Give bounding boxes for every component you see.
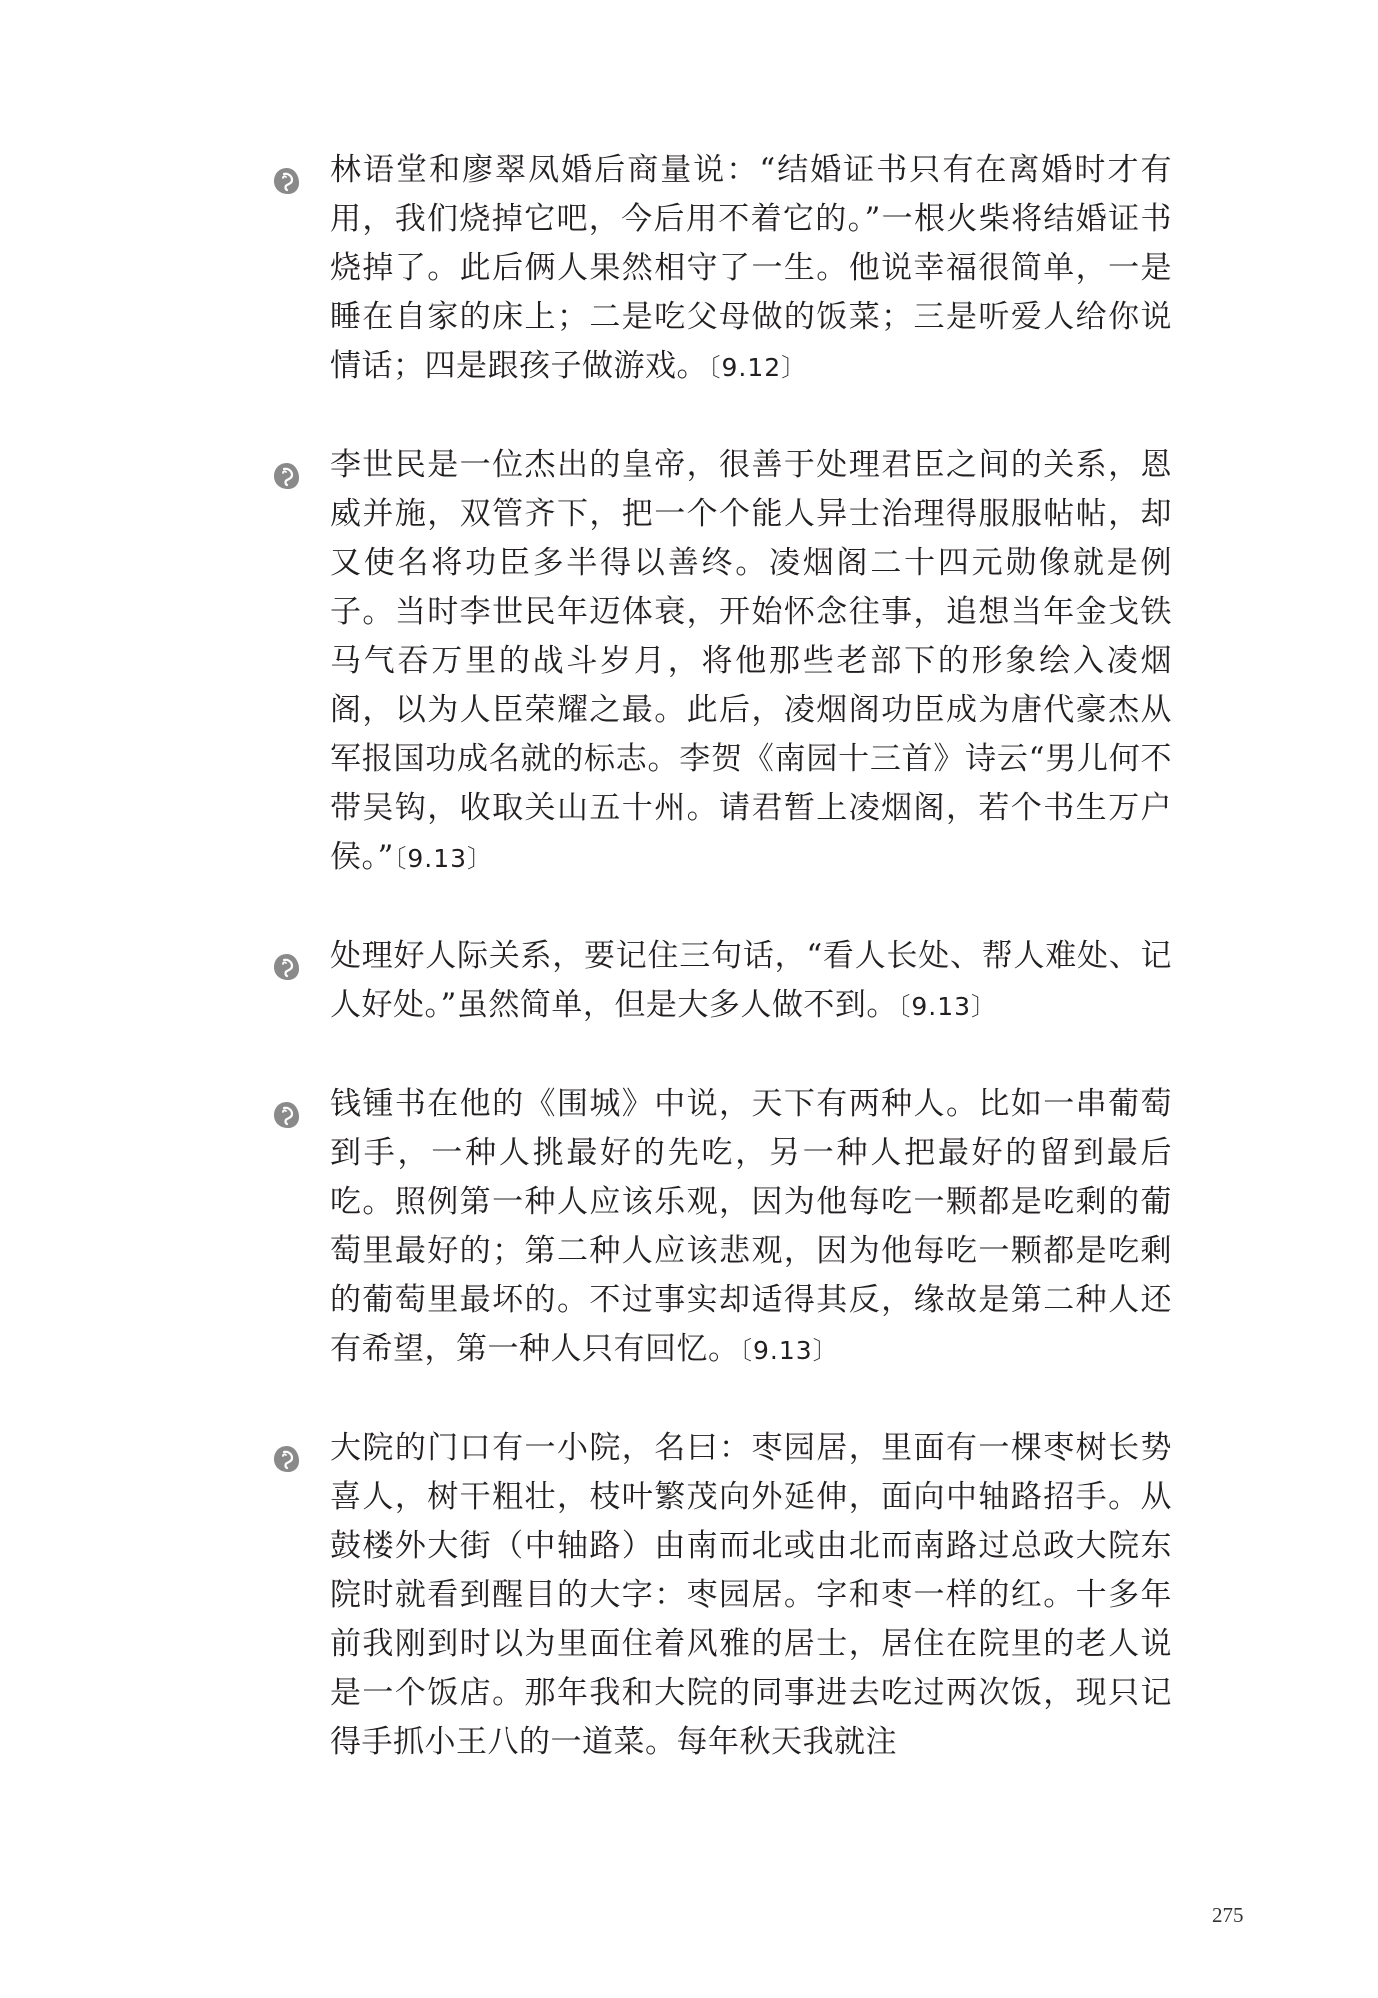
ear-icon <box>272 1100 302 1130</box>
entry-text: 钱锺书在他的《围城》中说，天下有两种人。比如一串葡萄到手，一种人挑最好的先吃，另一种人把最好的留到最后吃。照例第一种人应该乐观，因为他每吃一颗都是吃剩的葡萄里最好的；第二种人应该悲观，因为他每吃一颗都是吃剩的葡萄里最坏的。不过事实却适得其反，缘故是第二种人还有希望，第一种人只有回忆。 <box>330 1086 1172 1367</box>
entry-date: 〔9.13〕 <box>897 992 998 1021</box>
list-item <box>272 932 1172 1031</box>
entry-date: 〔9.13〕 <box>739 1336 839 1365</box>
page-number: 275 <box>1212 1903 1244 1927</box>
ear-icon <box>272 1444 302 1474</box>
entry-text: 林语堂和廖翠凤婚后商量说：“结婚证书只有在离婚时才有用，我们烧掉它吧，今后用不着它的。”一根火柴将结婚证书烧掉了。此后俩人果然相守了一生。他说幸福很简单，一是睡在自家的床上；二是吃父母做的饭菜；三是听爱人给你说情话；四是跟孩子做游戏。 <box>330 152 1172 384</box>
list-item <box>272 441 1172 883</box>
ear-icon <box>272 461 302 491</box>
entry-date: 〔9.12〕 <box>708 353 808 382</box>
ear-icon <box>272 166 302 196</box>
entry-date: 〔9.13〕 <box>393 844 494 873</box>
list-item <box>272 1424 1172 1768</box>
entry-text: 李世民是一位杰出的皇帝，很善于处理君臣之间的关系，恩威并施，双管齐下，把一个个能人异士治理得服服帖帖，却又使名将功臣多半得以善终。凌烟阁二十四元勋像就是例子。当时李世民年迈体衰，开始怀念往事，追想当年金戈铁马气吞万里的战斗岁月，将他那些老部下的形象绘入凌烟阁，以为人臣荣耀之最。此后，凌烟阁功臣成为唐代豪杰从军报国功成名就的标志。李贺《南园十三首》诗云“男儿何不带吴钩，收取关山五十州。请君暂上凌烟阁，若个书生万户侯。” <box>330 447 1172 875</box>
entries-list <box>272 146 1172 1817</box>
ear-icon <box>272 952 302 982</box>
list-item <box>272 1080 1172 1375</box>
entry-text: 大院的门口有一小院，名曰：枣园居，里面有一棵枣树长势喜人，树干粗壮，枝叶繁茂向外延伸，面向中轴路招手。从鼓楼外大街（中轴路）由南而北或由北而南路过总政大院东院时就看到醒目的大字：枣园居。字和枣一样的红。十多年前我刚到时以为里面住着风雅的居士，居住在院里的老人说是一个饭店。那年我和大院的同事进去吃过两次饭，现只记得手抓小王八的一道菜。每年秋天我就注 <box>330 1430 1172 1760</box>
entry-text: 处理好人际关系，要记住三句话，“看人长处、帮人难处、记人好处。”虽然简单，但是大多人做不到。 <box>330 938 1172 1023</box>
list-item <box>272 146 1172 392</box>
